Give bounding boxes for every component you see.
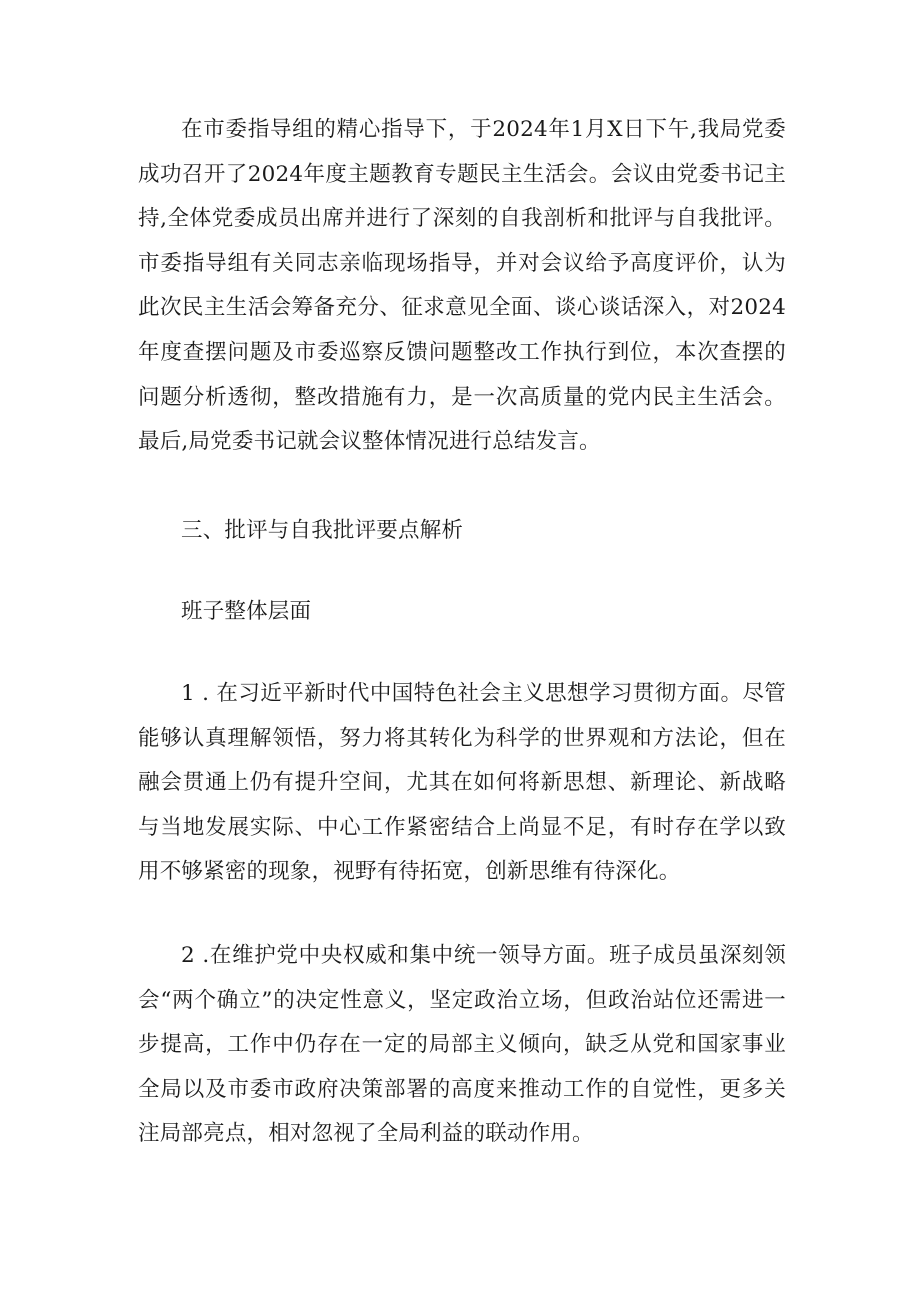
sub-heading: 班子整体层面 bbox=[181, 599, 312, 625]
spacer bbox=[138, 895, 786, 934]
spacer bbox=[138, 553, 786, 590]
item-2-paragraph: 2 .在维护党中央权威和集中统一领导方面。班子成员虽深刻领会“两个确立”的决定性意义，坚定政治立场，但政治站位还需进一步提高，工作中仍存在一定的局部主义倾向，缺乏从党和国家事业全局以及市委市政府决策部署的高度来推动工作的自觉性，更多关注局部亮点，相对忽视了全局利益的联动作用。 bbox=[138, 942, 786, 1147]
spacer bbox=[138, 635, 786, 672]
item-1-paragraph: 1 . 在习近平新时代中国特色社会主义思想学习贯彻方面。尽管能够认真理解领悟，努力将其转化为科学的世界观和方法论，但在融会贯通上仍有提升空间，尤其在如何将新思想、新理论、新战略与当地发展实际、中心工作紧密结合上尚显不足，有时存在学以致用不够紧密的现象，视野有待拓宽，创新思维有待深化。 bbox=[138, 680, 786, 885]
intro-paragraph: 在市委指导组的精心指导下，于2024年1月X日下午,我局党委成功召开了2024年度主题教育专题民主生活会。会议由党委书记主持,全体党委成员出席并进行了深刻的自我剖析和批评与自我批评。市委指导组有关同志亲临现场指导，并对会议给予高度评价，认为此次民主生活会筹备充分、征求意见全面、谈心谈话深入，对2024年度查摆问题及市委巡察反馈问题整改工作执行到位，本次查摆的问题分析透彻，整改措施有力，是一次高质量的党内民主生活会。最后,局党委书记就会议整体情况进行总结发言。 bbox=[138, 117, 786, 455]
spacer bbox=[138, 465, 786, 509]
document-body bbox=[138, 108, 786, 1157]
section-heading: 三、批评与自我批评要点解析 bbox=[181, 517, 464, 543]
